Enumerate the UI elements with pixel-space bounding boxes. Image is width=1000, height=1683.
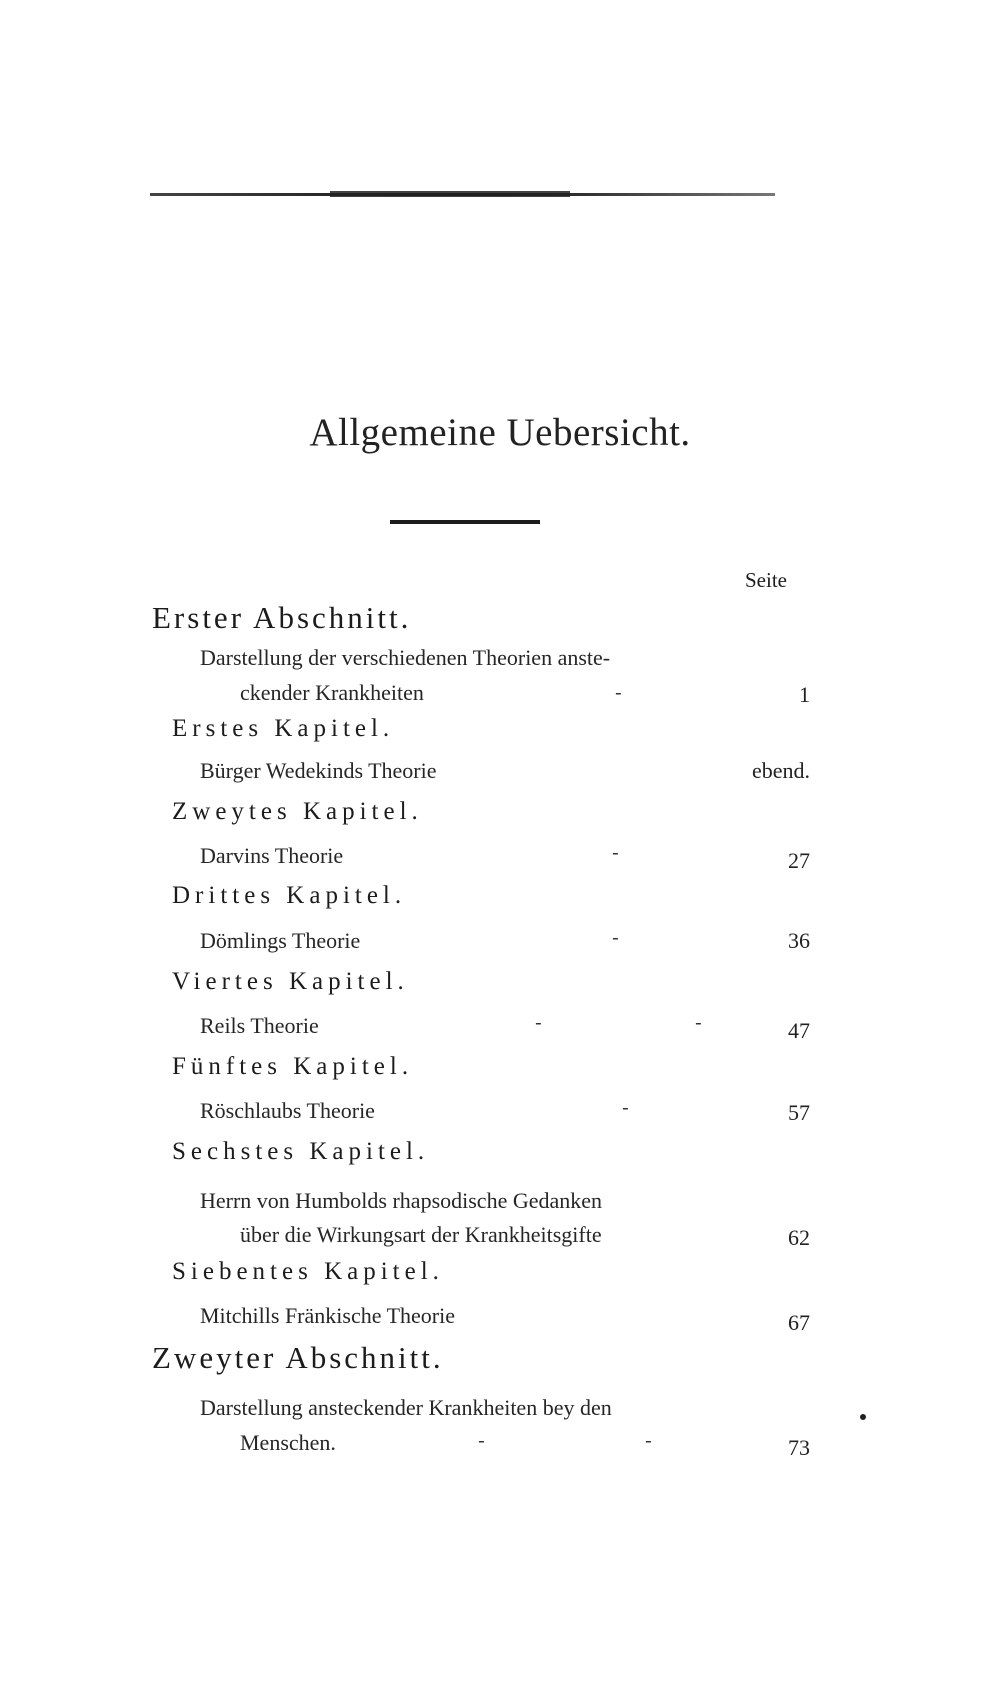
chapter-heading: Erstes Kapitel.	[172, 715, 395, 742]
chapter-heading: Zweytes Kapitel.	[172, 798, 423, 825]
chapter-entry: Reils Theorie	[200, 1013, 319, 1038]
section-description-line: Darstellung ansteckender Krankheiten bey den	[200, 1395, 612, 1420]
page-column-label: Seite	[745, 568, 787, 592]
page-number: 1	[799, 682, 810, 707]
leader-dash: -	[645, 1428, 652, 1452]
section-heading: Zweyter Abschnitt.	[152, 1340, 444, 1375]
section-description-line: Menschen.	[240, 1430, 336, 1455]
leader-dash: -	[695, 1010, 702, 1034]
chapter-heading: Siebentes Kapitel.	[172, 1258, 444, 1285]
section-description-line: Darstellung der verschiedenen Theorien anste-	[200, 645, 611, 670]
chapter-heading: Fünftes Kapitel.	[172, 1053, 414, 1080]
chapter-entry-line: über die Wirkungsart der Krankheitsgifte	[240, 1222, 602, 1247]
leader-dash: -	[622, 1095, 629, 1119]
page-number: 73	[788, 1435, 810, 1460]
page-number: ebend.	[751, 758, 810, 783]
section-description-line: ckender Krankheiten	[240, 680, 424, 705]
chapter-heading: Sechstes Kapitel.	[172, 1138, 430, 1165]
chapter-heading: Viertes Kapitel.	[172, 968, 409, 995]
leader-dash: -	[612, 840, 619, 864]
page-number: 36	[788, 928, 810, 953]
page-number: 62	[788, 1225, 810, 1250]
ink-speck	[860, 1414, 866, 1420]
page-number: 27	[788, 848, 810, 873]
chapter-entry: Dömlings Theorie	[200, 928, 361, 953]
leader-dash: -	[612, 925, 619, 949]
chapter-entry: Bürger Wedekinds Theorie	[200, 758, 437, 783]
chapter-entry-line: Herrn von Humbolds rhapsodische Gedanken	[200, 1188, 603, 1213]
chapter-entry: Darvins Theorie	[200, 843, 344, 868]
page-title: Allgemeine Uebersicht.	[309, 411, 691, 454]
leader-dash: -	[615, 680, 622, 704]
section-heading: Erster Abschnitt.	[152, 600, 412, 635]
chapter-heading: Drittes Kapitel.	[172, 882, 407, 909]
page-number: 57	[788, 1100, 810, 1125]
page-number: 47	[788, 1018, 810, 1043]
top-decorative-rule-center	[330, 191, 570, 197]
page-number: 67	[788, 1310, 810, 1335]
leader-dash: -	[535, 1010, 542, 1034]
leader-dash: -	[478, 1428, 485, 1452]
chapter-entry: Mitchills Fränkische Theorie	[200, 1303, 455, 1328]
chapter-entry: Röschlaubs Theorie	[200, 1098, 375, 1123]
title-underline-rule	[390, 520, 540, 524]
